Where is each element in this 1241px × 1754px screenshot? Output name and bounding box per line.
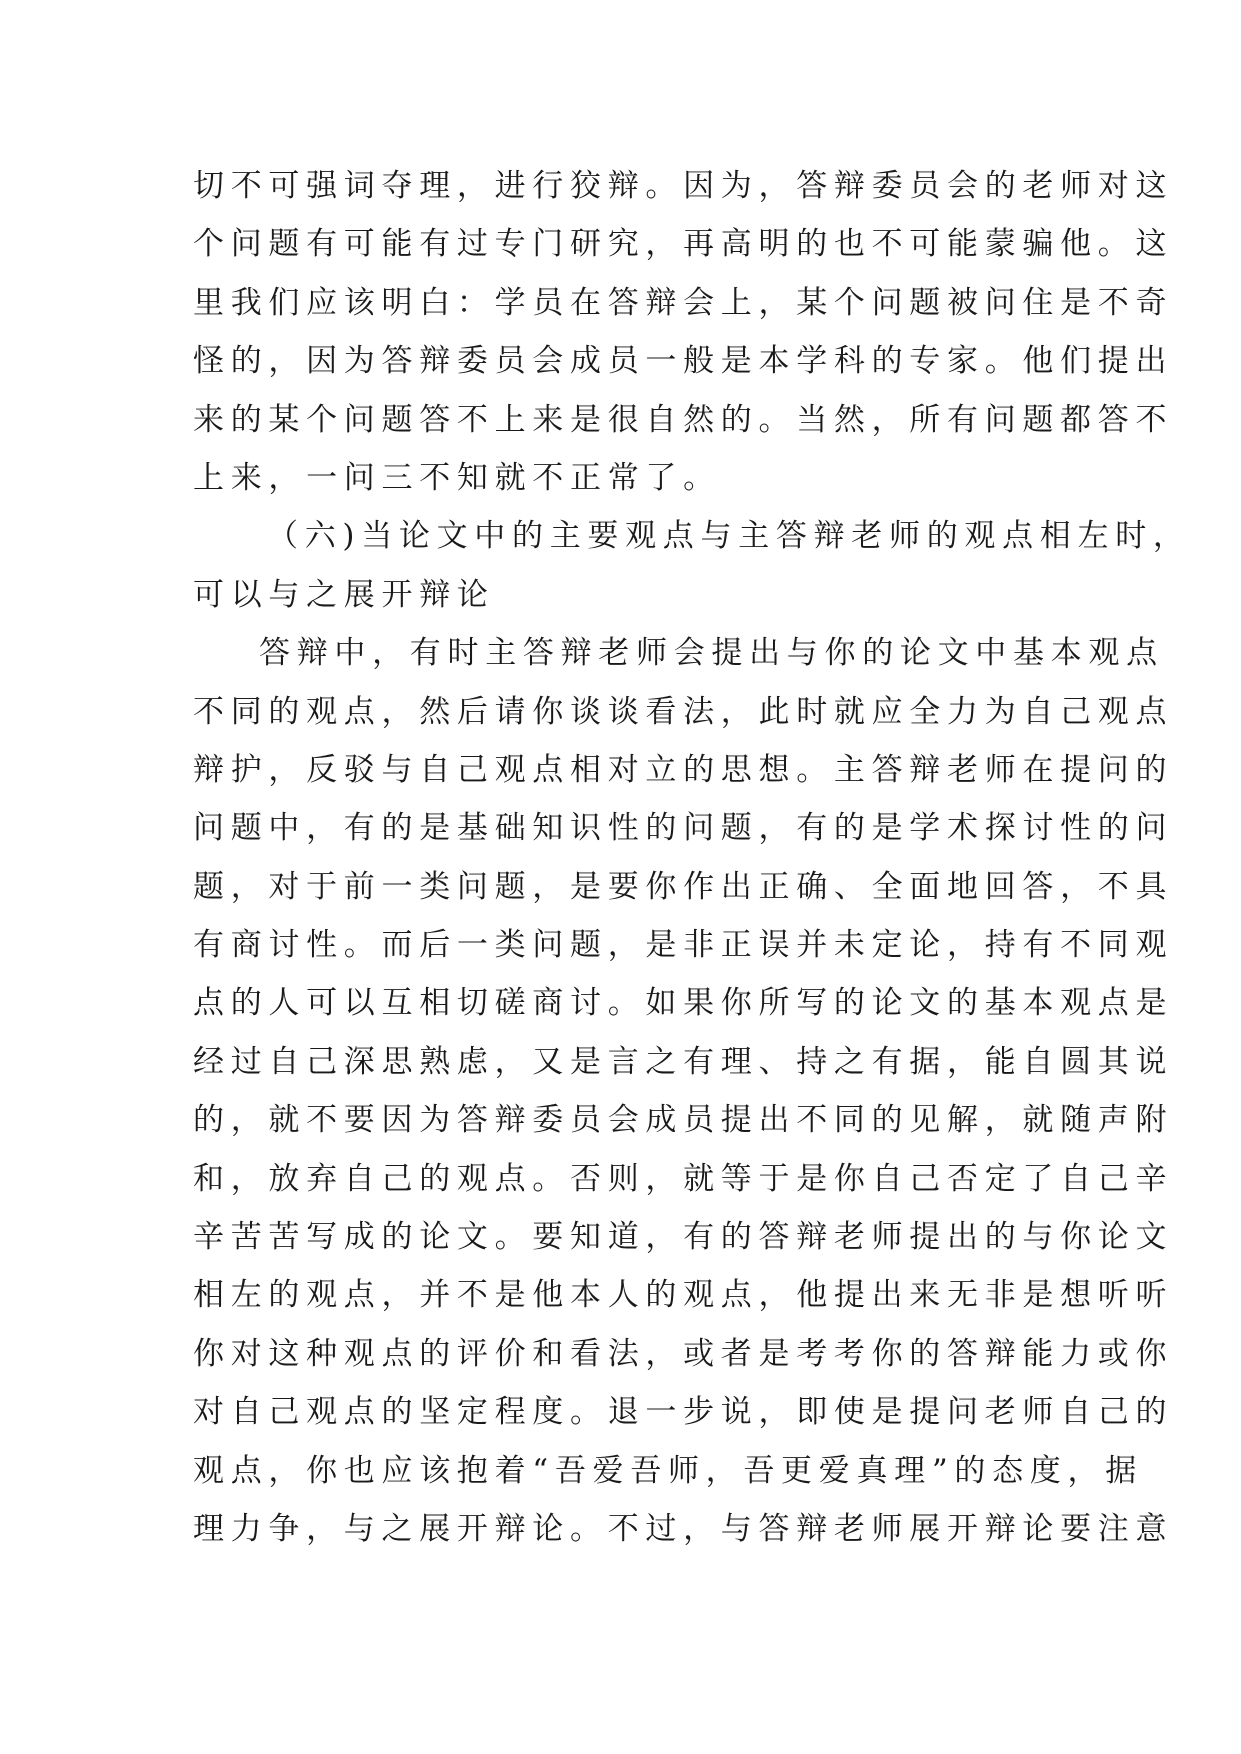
document-body [193, 157, 1191, 1558]
heading-line: （六)当论文中的主要观点与主答辩老师的观点相左时， [267, 518, 1191, 555]
text-line: 上来，一问三不知就不正常了。 [193, 459, 721, 496]
text-line: 对自己观点的坚定程度。退一步说，即使是提问老师自己的 [193, 1394, 1174, 1431]
text-line: 点的人可以互相切磋商讨。如果你所写的论文的基本观点是 [193, 985, 1174, 1022]
text-line: 你对这种观点的评价和看法，或者是考考你的答辩能力或你 [193, 1335, 1174, 1372]
text-line: 观点，你也应该抱着“吾爱吾师，吾更爱真理”的态度，据 [193, 1452, 1143, 1489]
text-line: 辩护，反驳与自己观点相对立的思想。主答辩老师在提问的 [193, 751, 1174, 788]
paragraph-continued [193, 157, 1174, 507]
text-line: 来的某个问题答不上来是很自然的。当然，所有问题都答不 [193, 401, 1174, 438]
text-line: 个问题有可能有过专门研究，再高明的也不可能蒙骗他。这 [193, 226, 1174, 263]
text-line: 问题中，有的是基础知识性的问题，有的是学术探讨性的问 [193, 810, 1174, 847]
text-line: 里我们应该明白：学员在答辩会上，某个问题被问住是不奇 [193, 284, 1174, 321]
text-line: 理力争，与之展开辩论。不过，与答辩老师展开辩论要注意 [193, 1510, 1174, 1547]
text-line: 经过自己深思熟虑，又是言之有理、持之有据，能自圆其说 [193, 1043, 1174, 1080]
text-line: 切不可强词夺理，进行狡辩。因为，答辩委员会的老师对这 [193, 168, 1174, 204]
text-line: 题，对于前一类问题，是要你作出正确、全面地回答，不具 [193, 868, 1174, 905]
text-line: 相左的观点，并不是他本人的观点，他提出来无非是想听听 [193, 1277, 1174, 1314]
text-line: 答辩中，有时主答辩老师会提出与你的论文中基本观点 [259, 635, 1164, 672]
text-line: 的，就不要因为答辩委员会成员提出不同的见解，就随声附 [193, 1102, 1174, 1139]
paragraph [193, 624, 1174, 1558]
heading-line: 可以与之展开辩论 [193, 576, 495, 613]
text-line: 不同的观点，然后请你谈谈看法，此时就应全力为自己观点 [193, 693, 1174, 730]
text-line: 辛苦苦写成的论文。要知道，有的答辩老师提出的与你论文 [193, 1219, 1174, 1256]
text-line: 和，放弃自己的观点。否则，就等于是你自己否定了自己辛 [193, 1160, 1174, 1197]
text-line: 有商讨性。而后一类问题，是非正误并未定论，持有不同观 [193, 927, 1174, 964]
section-heading [193, 507, 1191, 624]
text-line: 怪的，因为答辩委员会成员一般是本学科的专家。他们提出 [193, 343, 1174, 380]
